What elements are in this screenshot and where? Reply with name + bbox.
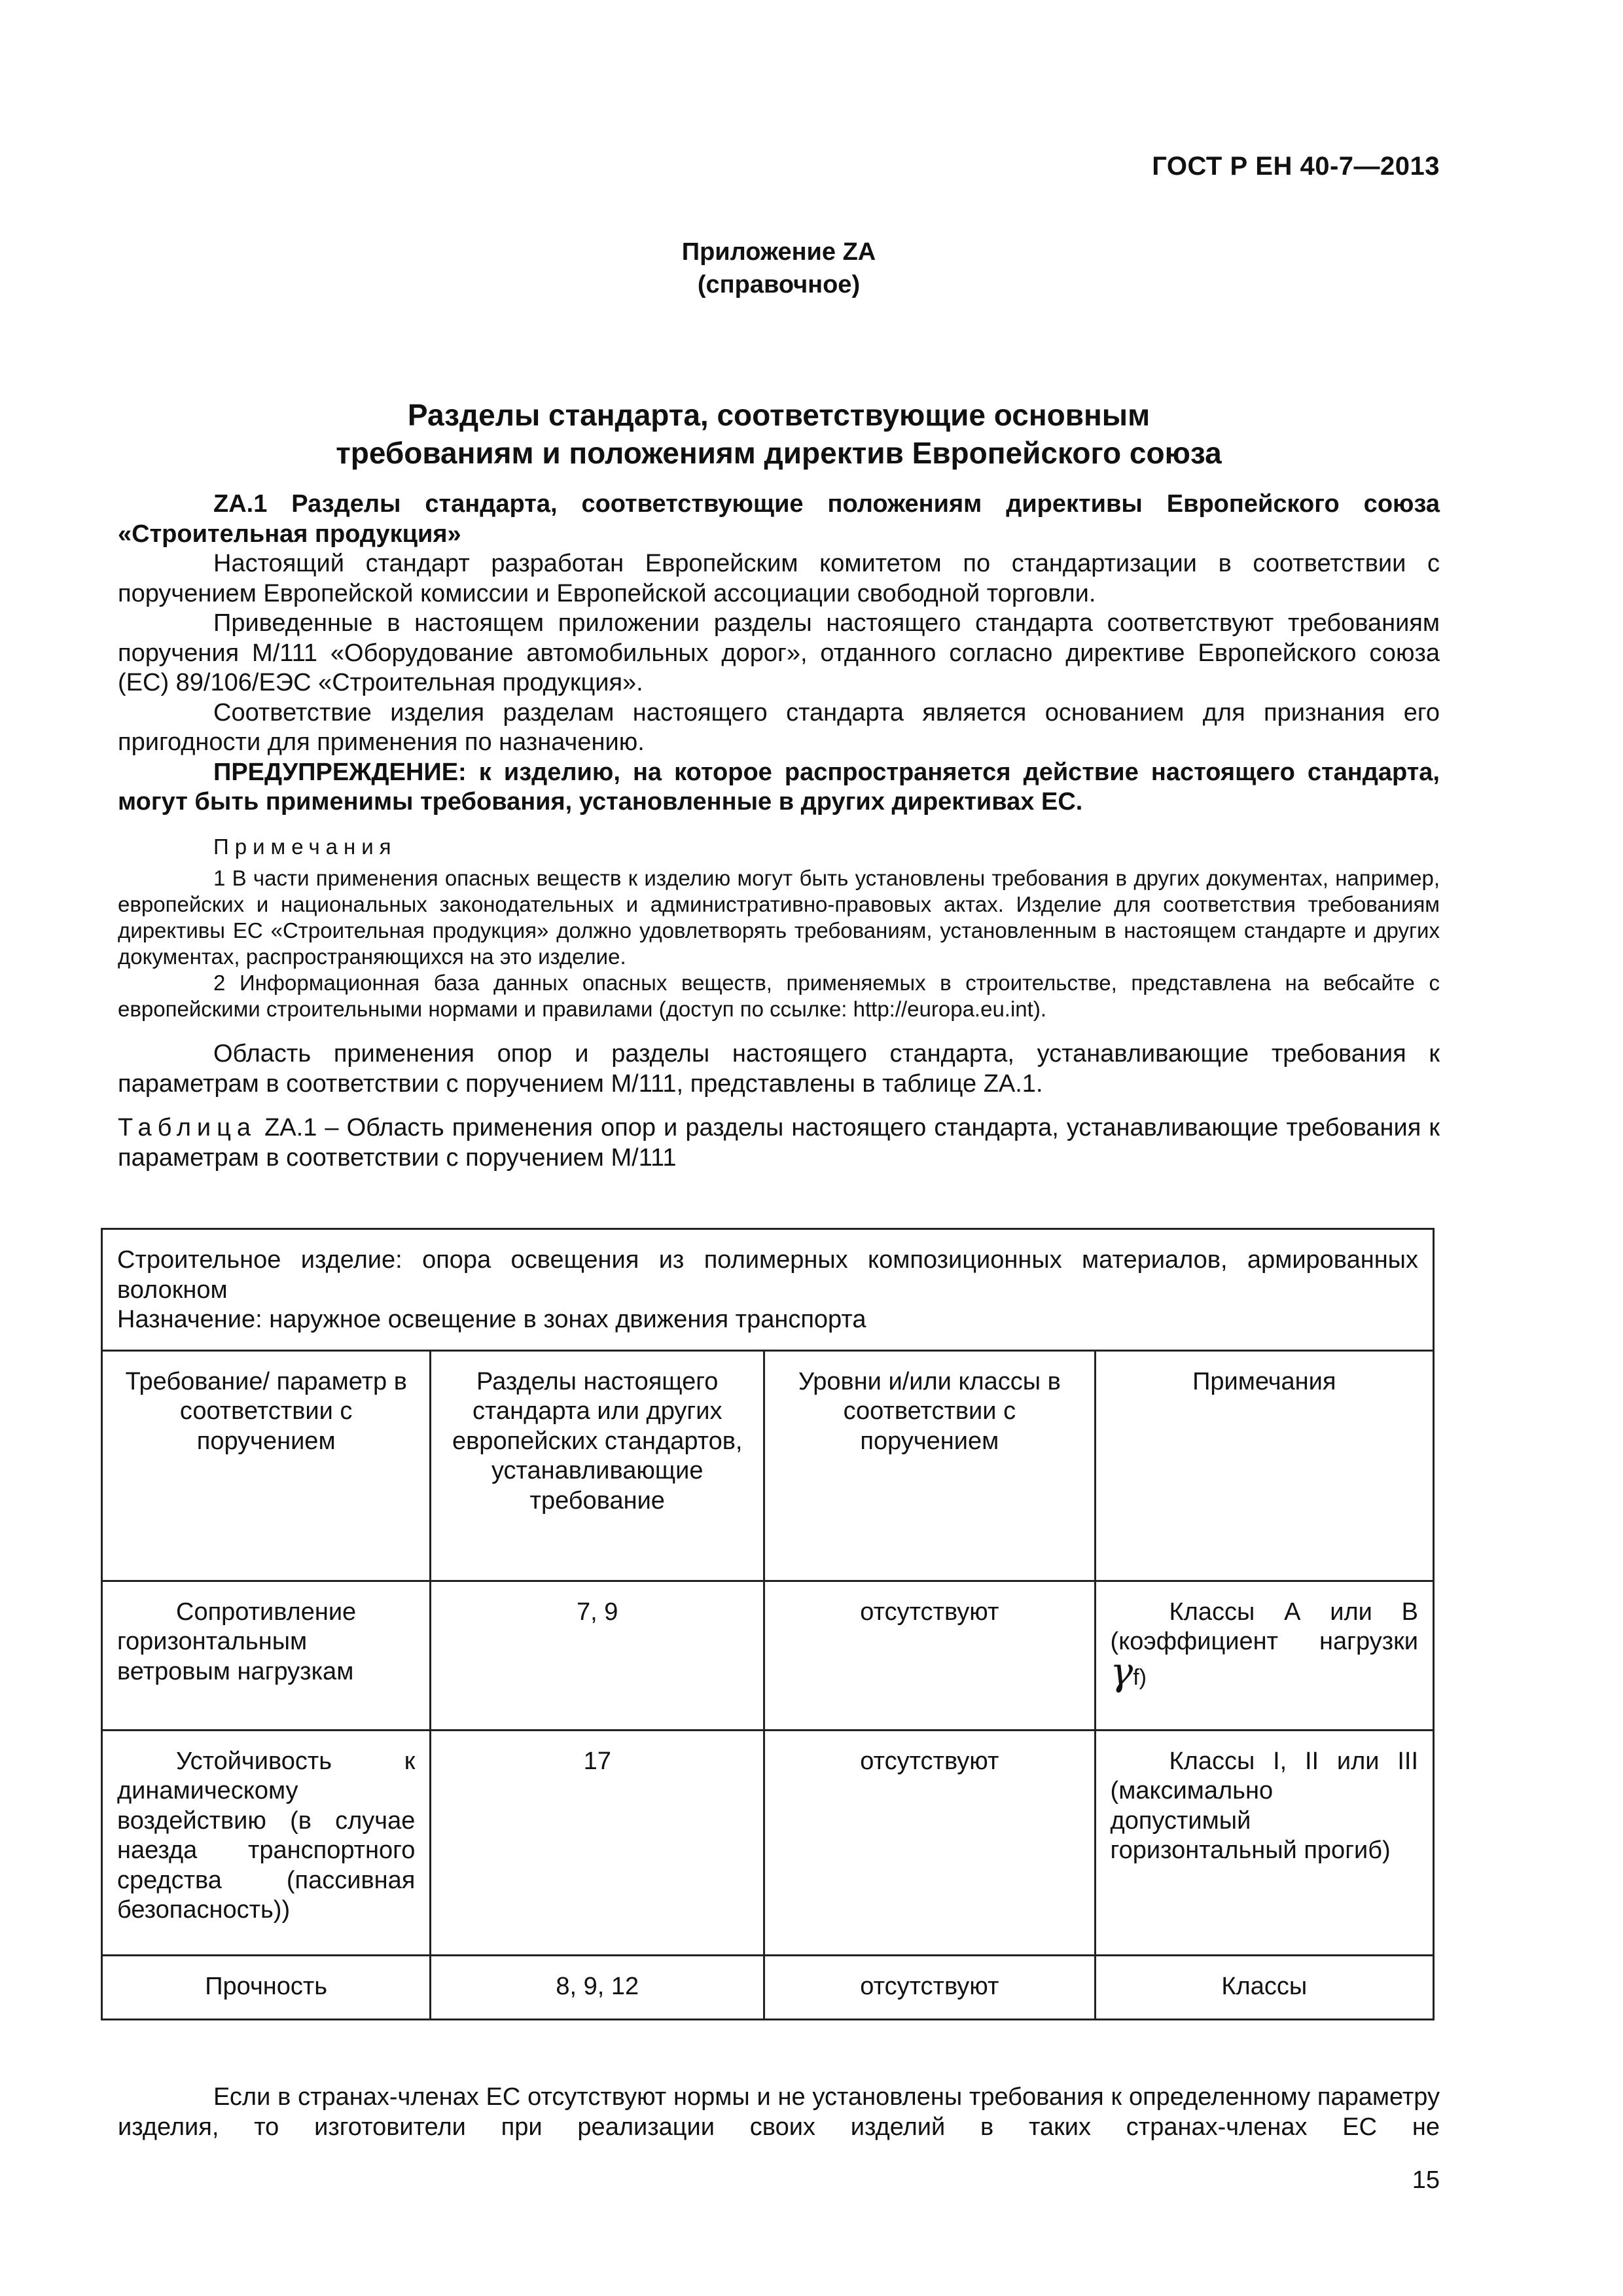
appendix-title: Приложение ZA	[681, 238, 876, 266]
warning-paragraph: ПРЕДУПРЕЖДЕНИЕ: к изделию, на которое распространяется действие настоящего стандарта, могут быть применимы требования, установленные в других директивах ЕС.	[118, 758, 1440, 816]
cell-notes: Классы I, II или III (максимально допустимый горизонтальный прогиб)	[1095, 1730, 1433, 1955]
paragraph-3: Соответствие изделия разделам настоящего стандарта является основанием для признания его пригодности для применения по назначению.	[118, 698, 1440, 756]
gamma-symbol: γ	[1110, 1649, 1133, 1694]
body-text	[118, 490, 1440, 1173]
purpose-description: Назначение: наружное освещение в зонах движения транспорта	[117, 1306, 866, 1333]
document-code: ГОСТ Р ЕН 40-7—2013	[1152, 152, 1440, 181]
paragraph-2: Приведенные в настоящем приложении разделы настоящего стандарта соответствуют требованиям поручения М/111 «Оборудование автомобильных дорог», отданного согласно директиве Европейского союза (ЕС) 89/106/ЕЭС «Строительная продукция».	[118, 609, 1440, 696]
cell-levels: отсутствуют	[764, 1581, 1095, 1730]
note-2: 2 Информационная база данных опасных веществ, применяемых в строительстве, представлена на вебсайте с европейскими строительными нормами и правилами (доступ по ссылке: http://europa.eu.int).	[118, 971, 1440, 1021]
requirements-table	[101, 1228, 1435, 2020]
header-requirement: Требование/ параметр в соответствии с поручением	[102, 1350, 431, 1581]
appendix-subtitle: (справочное)	[697, 271, 861, 298]
table-header-row	[102, 1350, 1434, 1581]
cell-requirement: Устойчивость к динамическому воздействию (в случае наезда транспортного средства (пассивная безопасность))	[102, 1730, 431, 1955]
main-title-line1: Разделы стандарта, соответствующие основным	[407, 398, 1150, 432]
cell-notes: Классы	[1095, 1955, 1433, 2019]
table-row	[102, 1581, 1434, 1730]
cell-requirement: Прочность	[102, 1955, 431, 2019]
table-caption	[118, 1113, 1440, 1173]
table-intro-cell	[102, 1229, 1434, 1351]
product-description: Строительное изделие: опора освещения из полимерных композиционных материалов, армированных волокном	[117, 1246, 1418, 1304]
table-row	[102, 1730, 1434, 1955]
page-number: 15	[1412, 2166, 1440, 2194]
paragraph-1: Настоящий стандарт разработан Европейским комитетом по стандартизации в соответствии с поручением Европейской комиссии и Европейской ассоциации свободной торговли.	[118, 550, 1440, 607]
cell-notes	[1095, 1581, 1433, 1730]
cell-sections: 8, 9, 12	[431, 1955, 764, 2019]
closing-text	[118, 2083, 1440, 2142]
scope-paragraph: Область применения опор и разделы настоящего стандарта, устанавливающие требования к параметрам в соответствии с поручением М/111, представлены в таблице ZA.1.	[118, 1040, 1440, 1098]
table-intro-row	[102, 1229, 1434, 1351]
cell-levels: отсутствуют	[764, 1955, 1095, 2019]
header-levels: Уровни и/или классы в соответствии с поручением	[764, 1350, 1095, 1581]
table-caption-text: ZA.1 – Область применения опор и разделы настоящего стандарта, устанавливающие требования к параметрам в соответствии с поручением М/111	[118, 1114, 1440, 1172]
table-row	[102, 1955, 1434, 2019]
cell-levels: отсутствуют	[764, 1730, 1095, 1955]
cell-requirement: Сопротивление горизонтальным ветровым нагрузкам	[102, 1581, 431, 1730]
closing-paragraph: Если в странах-членах ЕС отсутствуют нормы и не установлены требования к определенному параметру изделия, то изготовители при реализации своих изделий в таких странах-членах ЕС не	[118, 2083, 1440, 2141]
main-title	[118, 396, 1440, 472]
main-title-line2: требованиям и положениям директив Европейского союза	[336, 436, 1222, 470]
cell-sections: 7, 9	[431, 1581, 764, 1730]
header-notes: Примечания	[1095, 1350, 1433, 1581]
cell-notes-text: Классы А или В (коэффициент нагрузки	[1110, 1598, 1418, 1655]
header-sections: Разделы настоящего стандарта или других европейских стандартов, устанавливающие требование	[431, 1350, 764, 1581]
cell-sections: 17	[431, 1730, 764, 1955]
gamma-subscript: f)	[1133, 1664, 1147, 1690]
table-caption-label: Таблица	[118, 1114, 257, 1141]
section-heading: ZA.1 Разделы стандарта, соответствующие положениям директивы Европейского союза «Строительная продукция»	[118, 490, 1440, 548]
note-1: 1 В части применения опасных веществ к изделию могут быть установлены требования в других документах, например, европейских и национальных законодательных и административно-правовых актах. Изделие для соответствия требованиям директивы ЕС «Строительная продукция» должно удовлетворять требованиям, установленным в настоящем стандарте и других документах, распространяющихся на это изделие.	[118, 866, 1440, 969]
appendix-heading	[118, 236, 1440, 301]
notes-title: Примечания	[213, 834, 397, 859]
